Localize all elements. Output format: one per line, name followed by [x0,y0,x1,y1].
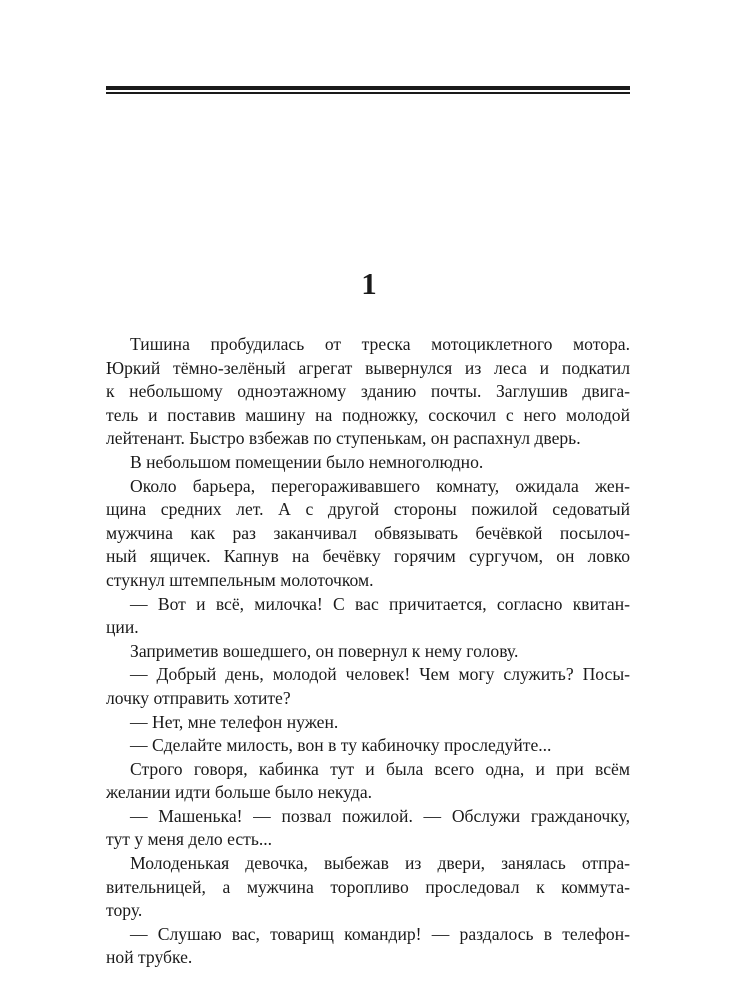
text-line: Около барьера, перегораживавшего комнату, ожидала жен- [130,475,630,496]
text-line: к небольшому одноэтажному зданию почты. Заглушив двига- [106,381,630,402]
text-line: Заприметив вошедшего, он повернул к нему голову. [130,640,519,661]
paragraph [106,711,630,735]
text-line: лейтенант. Быстро взбежав по ступенькам, он распахнул дверь. [106,428,581,449]
paragraph [106,475,630,593]
paragraph [106,805,630,852]
text-line: Тишина пробудилась от треска мотоциклетного мотора. [130,334,630,354]
text-line: ции. [106,617,139,638]
paragraph [106,852,630,923]
paragraph [106,333,630,451]
text-line: — Вот и всё, милочка! С вас причитается, согласно квитан- [130,593,630,614]
text-line: — Слушаю вас, товарищ командир! — раздалось в телефон- [130,923,630,944]
text-line: — Нет, мне телефон нужен. [130,711,339,732]
paragraph [106,923,630,970]
chapter-number: 1 [361,266,377,301]
header-rule-thin [106,92,630,94]
paragraph [106,593,630,640]
text-line: мужчина как раз заканчивал обвязывать бечёвкой посылоч- [106,522,630,543]
text-line: Строго говоря, кабинка тут и была всего одна, и при всём [130,758,630,779]
text-line: Молоденькая девочка, выбежав из двери, занялась отпра- [130,853,630,874]
paragraph [106,640,630,664]
text-line: вительницей, а мужчина торопливо проследовал к коммута- [106,876,630,897]
text-line: желании идти больше было некуда. [106,782,373,803]
paragraph [106,734,630,758]
text-line: — Добрый день, молодой человек! Чем могу служить? Посы- [130,664,630,685]
text-line: тель и поставив машину на подножку, соскочил с него молодой [106,404,630,425]
text-line: ной трубке. [106,947,193,968]
header-double-rule [106,86,630,95]
text-line: В небольшом помещении было немноголюдно. [130,451,484,472]
text-line: щина средних лет. А с другой стороны пожилой седоватый [106,499,630,520]
text-line: — Сделайте милость, вон в ту кабиночку проследуйте... [130,735,552,756]
text-line: лочку отправить хотите? [106,687,291,708]
text-line: тору. [106,900,143,921]
text-line: Юркий тёмно-зелёный агрегат вывернулся из леса и подкатил [106,357,630,378]
paragraph [106,663,630,710]
chapter-body-text [106,333,630,970]
text-line: — Машенька! — позвал пожилой. — Обслужи гражданочку, [130,805,630,826]
header-rule-thick [106,86,630,90]
text-line: стукнул штемпельным молоточком. [106,569,374,590]
text-line: ный ящичек. Капнув на бечёвку горячим сургучом, он ловко [106,546,630,567]
paragraph [106,758,630,805]
text-line: тут у меня дело есть... [106,829,273,850]
paragraph [106,451,630,475]
